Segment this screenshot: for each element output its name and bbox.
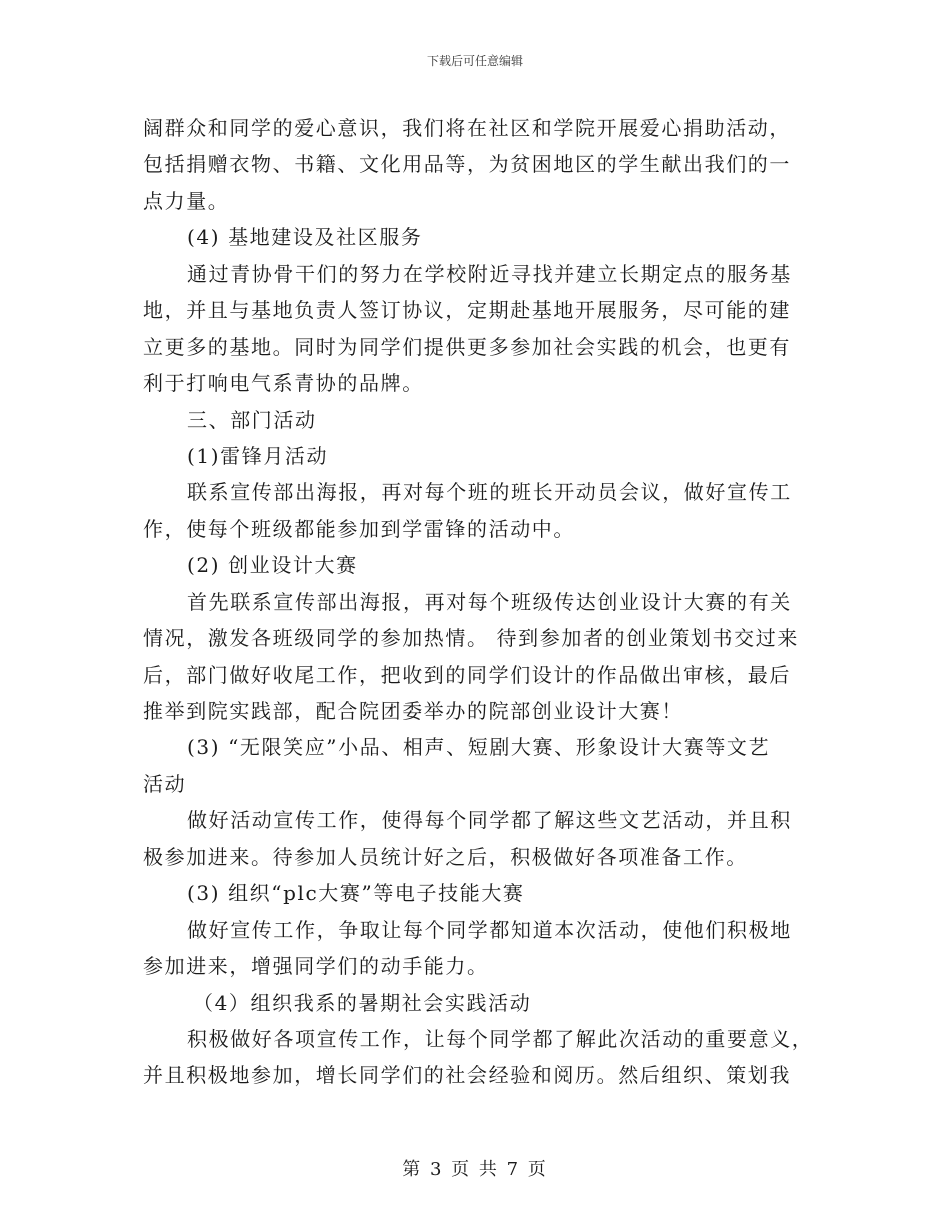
text-line: 联系宣传部出海报，再对每个班的班长开动员会议，做好宣传工 (187, 480, 792, 505)
text-line: 点力量。 (143, 188, 230, 213)
text-line: 极参加进来。待参加人员统计好之后，积极做好各项准备工作。 (143, 844, 748, 869)
text-line: 参加进来，增强同学们的动手能力。 (143, 954, 489, 979)
section-heading: （4）组织我系的暑期社会实践活动 (193, 990, 532, 1015)
section-heading: (3) “无限笑应”小品、相声、短剧大赛、形象设计大赛等文艺 (187, 735, 771, 760)
text-line: 情况，激发各班级同学的参加热情。 待到参加者的创业策划书交过来 (143, 626, 799, 651)
section-heading: (1)雷锋月活动 (187, 443, 329, 468)
text-line: 立更多的基地。同时为同学们提供更多参加社会实践的机会，也更有 (143, 334, 791, 359)
text-line: 做好宣传工作，争取让每个同学都知道本次活动，使他们积极地 (187, 917, 792, 942)
page-header: 下载后可任意编辑 (426, 54, 523, 68)
text-line: 包括捐赠衣物、书籍、文化用品等，为贫困地区的学生献出我们的一 (143, 152, 791, 177)
text-line: 利于打响电气系青协的品牌。 (143, 371, 424, 396)
text-line: 后，部门做好收尾工作，把收到的同学们设计的作品做出审核，最后 (143, 662, 791, 687)
text-line: 做好活动宣传工作，使得每个同学都了解这些文艺活动，并且积 (187, 808, 792, 833)
document-body (143, 110, 814, 1094)
text-line: 积极做好各项宣传工作，让每个同学都了解此次活动的重要意义， (187, 1026, 814, 1051)
text-line: 推举到院实践部，配合院团委举办的院部创业设计大赛！ (143, 699, 683, 723)
section-heading: 三、部门活动 (187, 407, 317, 432)
text-line: 阔群众和同学的爱心意识，我们将在社区和学院开展爱心捐助活动， (143, 116, 791, 140)
page-number: 第 3 页 共 7 页 (402, 1159, 548, 1180)
section-heading: (3) 组织“plc大赛”等电子技能大赛 (187, 881, 525, 906)
text-line: 首先联系宣传部出海报，再对每个班级传达创业设计大赛的有关 (187, 589, 792, 614)
text-line: 通过青协骨干们的努力在学校附近寻找并建立长期定点的服务基 (187, 261, 792, 286)
text-line: 并且积极地参加，增长同学们的社会经验和阅历。然后组织、策划我 (143, 1063, 791, 1088)
text-line: 活动 (143, 771, 187, 796)
text-line: 地，并且与基地负责人签订协议，定期赴基地开展服务，尽可能的建 (143, 298, 791, 323)
section-heading: (2) 创业设计大赛 (187, 553, 358, 578)
section-heading: (4) 基地建设及社区服务 (187, 225, 423, 250)
text-line: 作，使每个班级都能参加到学雷锋的活动中。 (143, 516, 575, 541)
